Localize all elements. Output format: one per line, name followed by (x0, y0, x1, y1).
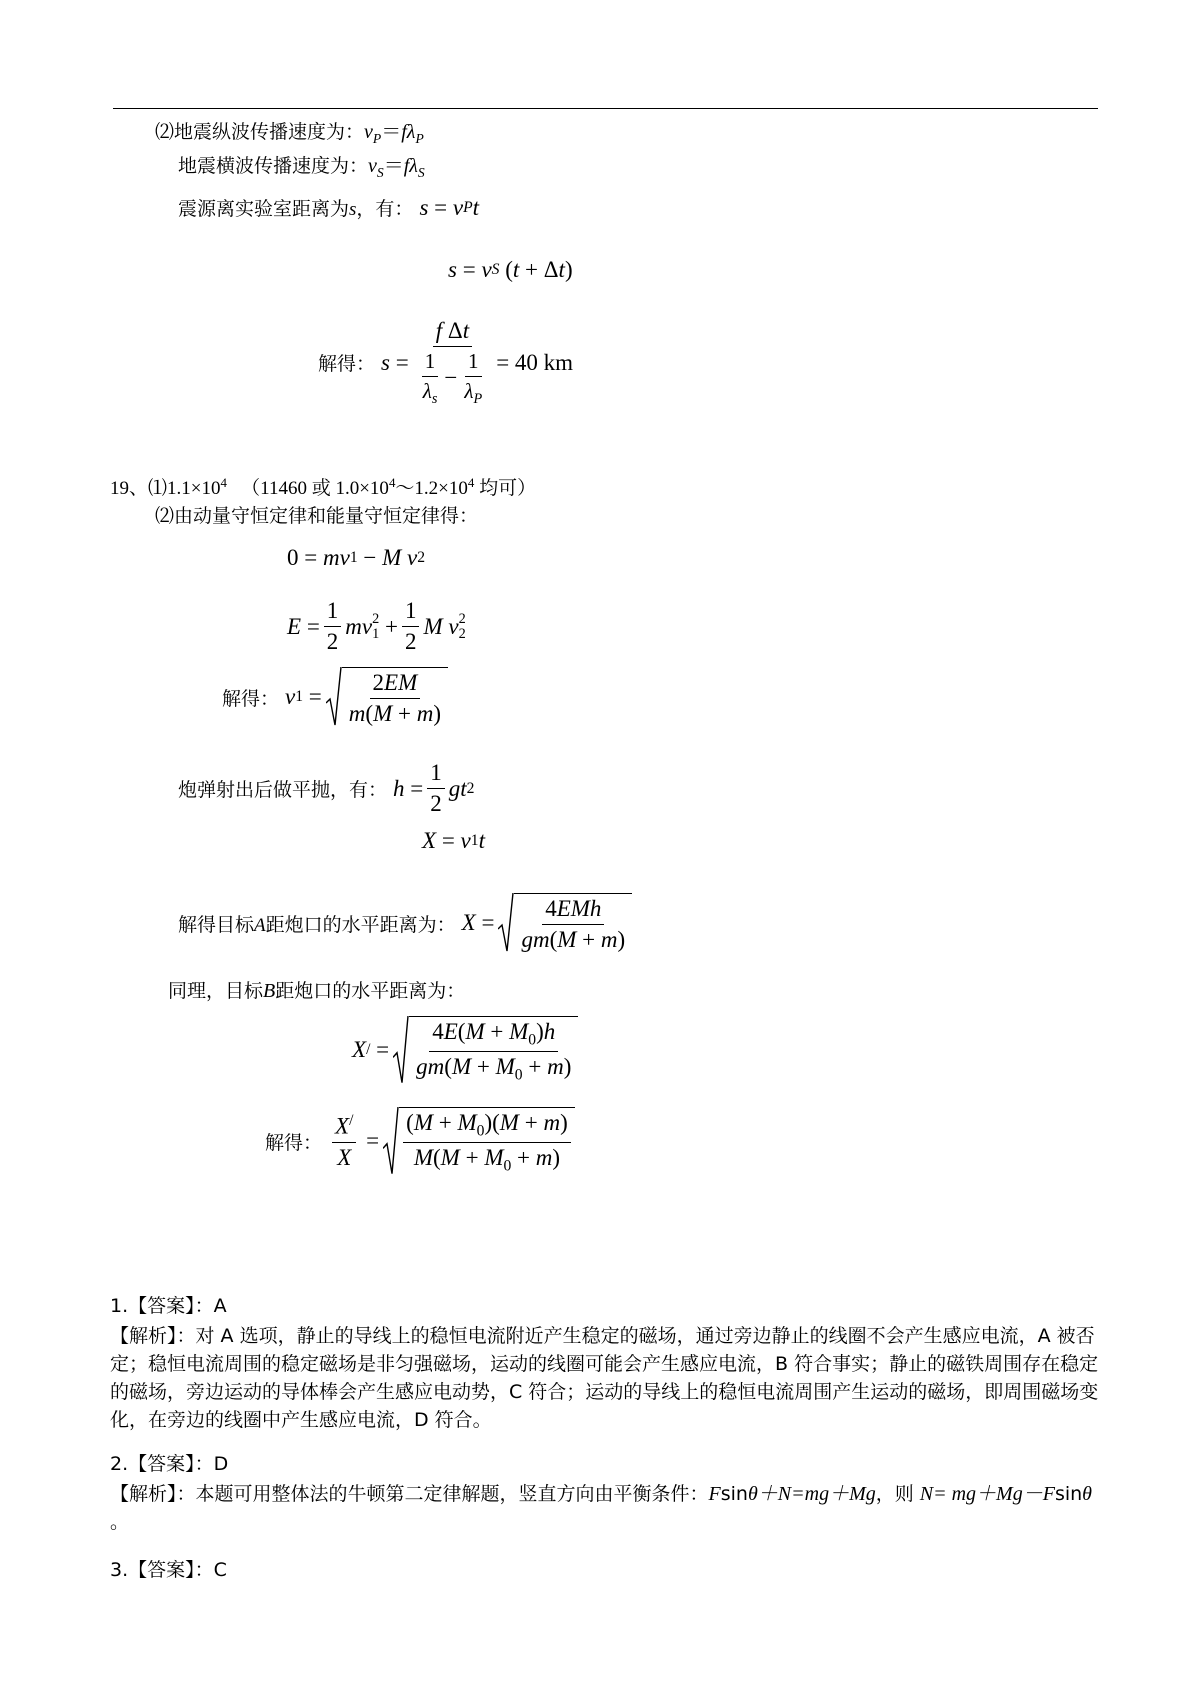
solve-label-ratio: 解得： (265, 1131, 323, 1154)
solve-label-velocity: 解得： (222, 687, 280, 710)
velocity-solution: 解得： v 1 = $\frac{2EM}{m(M + m)}$ (222, 667, 448, 727)
p-wave-label: ⑵地震纵波传播速度为： (155, 121, 365, 143)
answer-3-heading: 3.【答案】：C (110, 1559, 227, 1581)
header-rule (113, 108, 1098, 109)
target-b-equation: X / = $\frac{4E(M + M_0)h}{gm(M + M_0 + m)}$ (352, 1016, 578, 1085)
ratio-solution: 解得： $\frac{X^/}{X}$ = $\frac{(M + M_0)(M + m)}{M(M + M_0 + m)}$ (265, 1107, 575, 1176)
distance-equation-1: 震源离实验室距离为s，有： s = v P t (178, 194, 480, 220)
answer-2-analysis: 【解析】：本题可用整体法的牛顿第二定律解题，竖直方向由平衡条件：Fsinθ＋N=mg＋Mg，则 N= mg＋Mg－Fsinθ 。 (110, 1483, 1092, 1533)
distance-solution: 解得： s = f Δt $\frac{1}{\lambda_s}$ − $\frac{1}{\lambda_P}$ = 40 km (318, 318, 574, 407)
solve-label-distance: 解得： (318, 353, 376, 376)
p-wave-line (155, 119, 424, 152)
s-wave-line (178, 153, 425, 186)
answer-2-heading: 2.【答案】：D (110, 1453, 229, 1475)
p-wave-formula: $v_P=f\lambda_P$ (364, 121, 424, 146)
projectile-distance-equation: X = v 1 t (422, 828, 485, 853)
s-wave-formula: $v_S=f\lambda_S$ (368, 155, 425, 180)
s-wave-label: 地震横波传播速度为： (178, 155, 369, 177)
target-b-label: 同理，目标B距炮口的水平距离为： (168, 980, 466, 1002)
q19-part2-intro: ⑵由动量守恒定律和能量守恒定律得： (155, 505, 479, 527)
projectile-label: 炮弹射出后做平抛，有： (178, 779, 388, 801)
distance-fraction: f Δt $\frac{1}{\lambda_s}$ − $\frac{1}{\lambda_P}$ (422, 318, 483, 407)
answer-1-analysis: 【解析】：对 A 选项，静止的导线上的稳恒电流附近产生稳定的磁场，通过旁边静止的线圈不会产生感应电流，A 被否定；稳恒电流周围的稳定磁场是非匀强磁场，运动的线圈可能会产生感应电流，B 符合事实；静止的磁铁周围存在稳定的磁场，旁边运动的导体棒会产生感应电动势，C 符合；运动的导线上的稳恒电流周围产生运动的磁场，即周围磁场变化，在旁边的线圈中产生感应电流，D 符合。 (110, 1325, 1099, 1431)
q19-part1: 19、$⑴1.1\times 10^4$ （11460 或 $1.0\times 10^4\sim 1.2\times 10^4$ 均可） (110, 475, 537, 500)
distance-label: 震源离实验室距离为s，有： (178, 198, 414, 220)
velocity-sqrt: $\frac{2EM}{m(M + m)}$ (326, 667, 448, 727)
distance-result: = 40 km (496, 349, 574, 375)
distance-equation-2: s = v S ( t + Δ t ) (448, 257, 573, 282)
momentum-equation: 0 = mv 1 − M v 2 (287, 545, 426, 570)
projectile-height-equation: 炮弹射出后做平抛，有： h = $\frac{1}{2}$ gt 2 (178, 760, 475, 816)
energy-equation: E = $\frac{1}{2}$ mv 2 1 + $\frac{1}{2}$ M v 2 2 (287, 598, 466, 654)
target-a-equation: 解得目标A距炮口的水平距离为： X = $\frac{\text{4EMh}}{gm(M + m)}$ (178, 893, 632, 953)
target-a-label: 解得目标A距炮口的水平距离为： (178, 913, 456, 936)
answer-1-heading: 1.【答案】：A (110, 1295, 227, 1317)
